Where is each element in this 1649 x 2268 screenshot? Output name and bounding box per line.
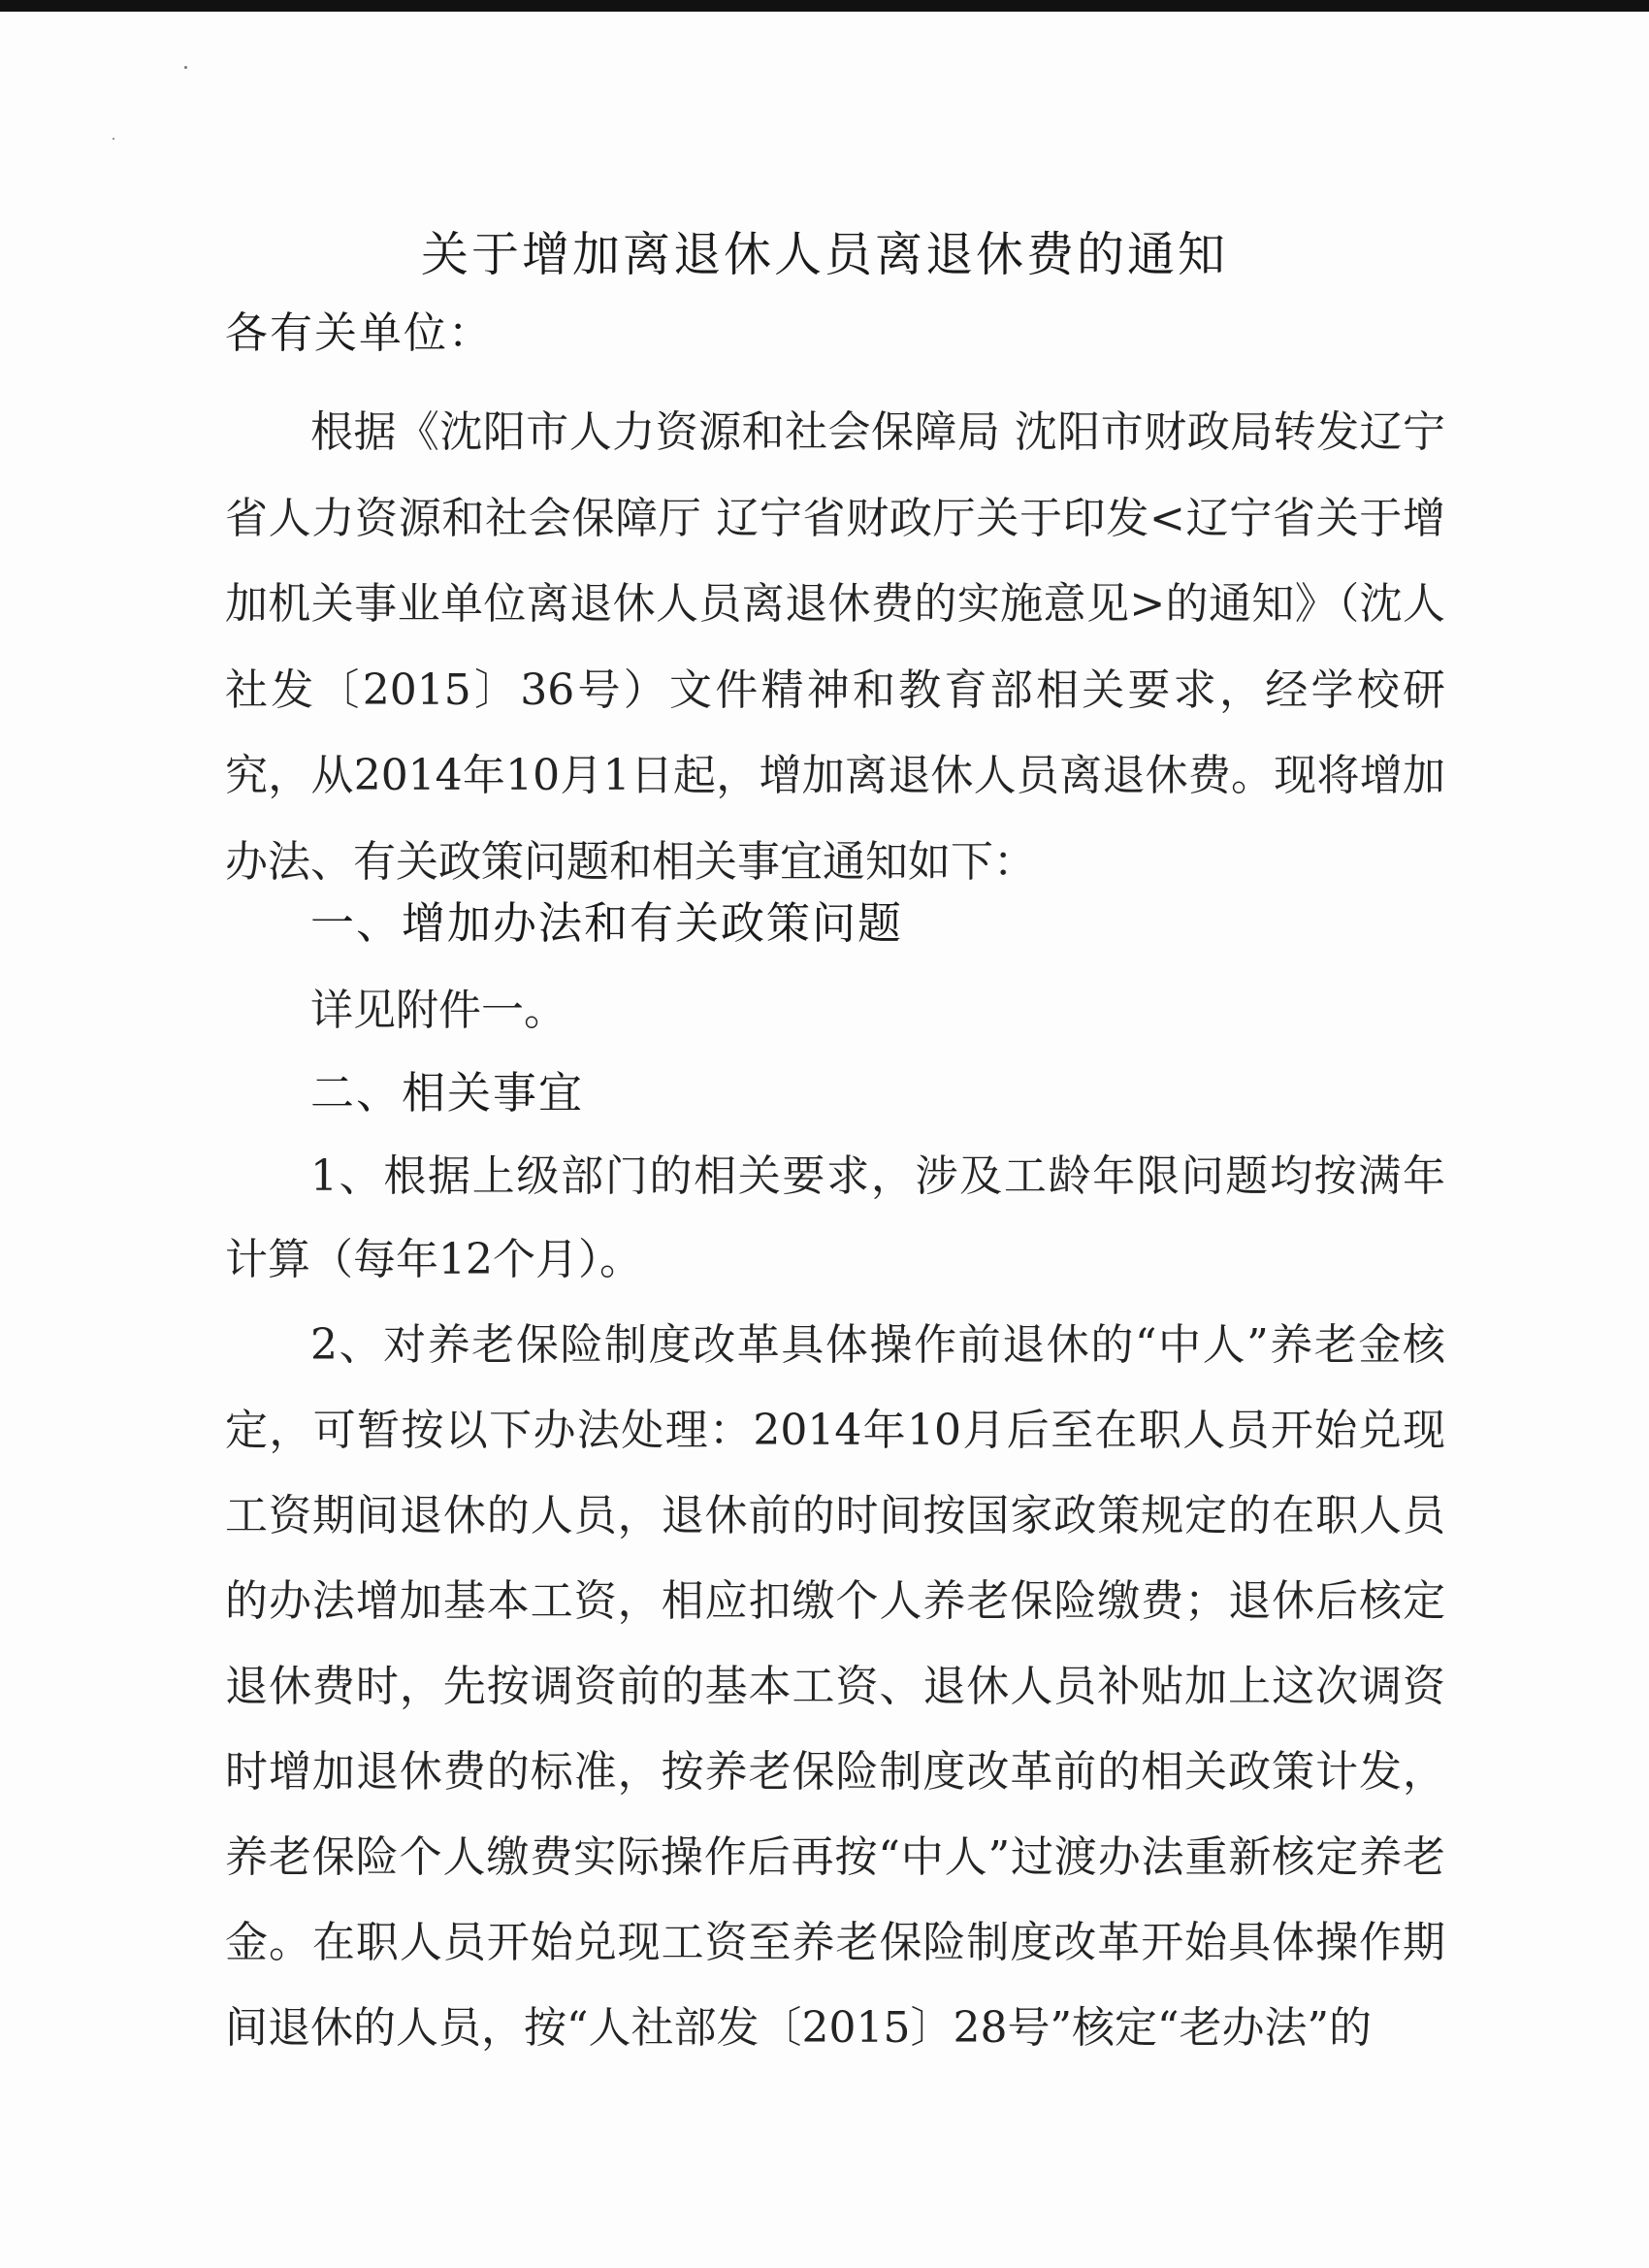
item-1-paragraph: 1、根据上级部门的相关要求，涉及工龄年限问题均按满年计算（每年12个月）。	[225, 1151, 1445, 1284]
salutation: 各有关单位：	[225, 308, 493, 358]
intro-paragraph: 根据《沈阳市人力资源和社会保障局 沈阳市财政局转发辽宁省人力资源和社会保障厅 辽宁省财政厅关于印发<辽宁省关于增加机关事业单位离退休人员离退休费的实施意见>的通知》（沈人社发〔2015〕36号）文件精神和教育部相关要求，经学校研究，从2014年10月1日起，增加离退休人员离退休费。现将增加办法、有关政策问题和相关事宜通知如下：	[225, 407, 1445, 887]
scan-speck	[113, 138, 114, 140]
scan-top-edge	[0, 0, 1649, 12]
section-2-heading: 二、相关事宜	[310, 1067, 585, 1118]
section-1-text: 详见附件一。	[310, 986, 566, 1035]
section-1-heading: 一、增加办法和有关政策问题	[310, 897, 904, 949]
page-title: 关于增加离退休人员离退休费的通知	[420, 227, 1228, 282]
scan-speck	[184, 66, 187, 69]
item-2-paragraph: 2、对养老保险制度改革具体操作前退休的“中人”养老金核定，可暂按以下办法处理：2014年10月后至在职人员开始兑现工资期间退休的人员，退休前的时间按国家政策规定的在职人员的办法增加基本工资，相应扣缴个人养老保险缴费；退休后核定退休费时，先按调资前的基本工资、退休人员补贴加上这次调资时增加退休费的标准，按养老保险制度改革前的相关政策计发，养老保险个人缴费实际操作后再按“中人”过渡办法重新核定养老金。在职人员开始兑现工资至养老保险制度改革开始具体操作期间退休的人员，按“人社部发〔2015〕28号”核定“老办法”的	[225, 1320, 1445, 2053]
